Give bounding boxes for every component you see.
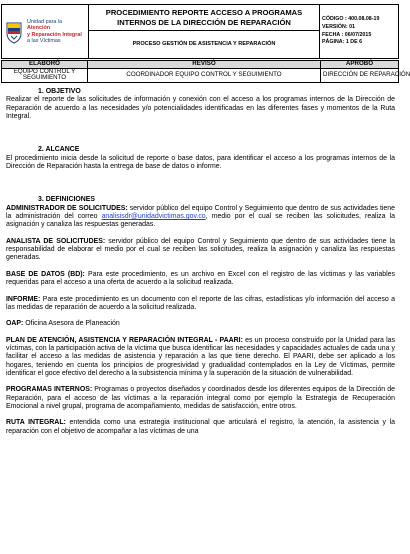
logo-line-3: y Reparación Integral <box>27 31 82 38</box>
label-aprobo: APROBÓ <box>321 61 399 69</box>
text-base-datos: Para este procedimiento, es un archivo en Excel con el registro de las víctimas y las variables requeridas para el acceso a una oferta de acuerdo a la solicitud realizada. <box>6 270 395 287</box>
value-reviso: COORDINADOR EQUIPO CONTROL Y SEGUIMIENTO <box>88 68 321 82</box>
page-number: PÁGINA: 1 DE 6 <box>322 39 363 46</box>
objetivo-text: Realizar el reporte de las solicitudes de información y conexión con el acceso a los programas internos de la Dirección de Reparación de acuerdo a las necesidades y/o potencialidades identificadas en las diferentes fases y momentos de la Ruta Integral. <box>6 96 395 121</box>
text-administrador-b: , medio por el cual se reciben las solicitudes, realiza la asignación y canaliza las respuestas generadas. <box>6 213 395 229</box>
title-line-1: PROCEDIMIENTO REPORTE ACCESO A PROGRAMAS <box>105 8 303 18</box>
logo-cell <box>2 5 89 59</box>
term-oap: OAP: <box>6 320 24 328</box>
def-informe <box>6 296 395 313</box>
text-oap: Oficina Asesora de Planeación <box>23 320 120 328</box>
def-ruta <box>6 419 395 436</box>
heading-objetivo: 1. OBJETIVO <box>38 88 81 95</box>
logo-line-1: Unidad para la <box>27 19 63 26</box>
text-informe: Para este procedimiento es un documento con el reporte de las cifras, estadísticas y/o información del acceso a las medidas de reparación de acuerdo a la solicitud realizada. <box>6 295 395 311</box>
heading-alcance: 2. ALCANCE <box>38 146 80 154</box>
value-aprobo: DIRECCIÓN DE REPARACIÓN <box>321 68 399 82</box>
term-analista: ANALISTA DE SOLICITUDES: <box>6 237 106 245</box>
def-analista <box>6 238 395 263</box>
term-paari: PLAN DE ATENCIÓN, ASISTENCIA Y REPARACIÓN INTEGRAL - PAARI: <box>6 336 243 344</box>
term-programas: PROGRAMAS INTERNOS: <box>6 386 93 394</box>
logo-text <box>27 19 85 44</box>
text-ruta: entendida como una estrategia institucional que articulará el registro, la atención, la asistencia y la reparación con el objetivo de acompañar a las víctimas de una <box>6 419 395 435</box>
def-oap <box>6 320 395 328</box>
document-body <box>6 88 395 436</box>
title-line-2: INTERNOS DE LA DIRECCIÓN DE REPARACIÓN <box>117 17 291 27</box>
alcance-text: El procedimiento inicia desde la solicitud de reporte o base datos, para identificar el acceso a los programas internos de la Dirección de Reparación hasta la entrega de base de datos o informe. <box>6 154 395 171</box>
def-base-datos <box>6 271 395 288</box>
email-link[interactable]: analisisdr@unidadvictimas.gov.co <box>101 213 206 221</box>
value-elaboro: EQUIPO CONTROL Y SEGUIMIENTO <box>2 68 88 82</box>
text-programas: Programas o proyectos diseñados y coordinados desde los diferentes equipos de la Dirección de Reparación, para el acceso de las víctimas a la reparación integral como por ejemplo la Estrategia de Recuperación Emocional a nivel grupal, programa de acompañamiento, medidas de satisfacción, entre otros. <box>6 386 396 410</box>
def-programas <box>6 386 395 411</box>
term-base-datos: BASE DE DATOS (BD): <box>6 270 85 278</box>
def-paari <box>6 337 395 379</box>
term-administrador: ADMINISTRADOR DE SOLICITUDES: <box>6 204 128 212</box>
document-title <box>89 7 319 28</box>
title-cell <box>89 5 320 31</box>
text-analista: servidor público del equipo Control y Seguimiento que dentro de sus actividades tiene la responsabilidad de elaborar el medio por el cual se reciben las solicitudes, realiza la asignación y canaliza las respuestas generadas. <box>6 237 395 262</box>
document-code: CÓDIGO : 400.08.08-19 <box>322 16 380 23</box>
document-date: FECHA : 06/07/2015 <box>322 31 372 38</box>
label-elaboro: ELABORÓ <box>2 61 88 69</box>
document-header <box>1 4 399 59</box>
logo-line-2: Atención <box>27 25 51 32</box>
text-administrador-a: servidor público del equipo Control y Seguimiento que dentro de sus actividades tiene la administración del correo <box>6 204 395 221</box>
approval-table <box>1 60 410 83</box>
term-informe: INFORME: <box>6 295 41 303</box>
colombia-crest-icon <box>5 20 23 44</box>
term-ruta: RUTA INTEGRAL: <box>6 419 66 427</box>
document-version: VERSIÓN: 01 <box>322 23 355 30</box>
process-name: PROCESO GESTIÓN DE ASISTENCIA Y REPARACIÓN <box>89 31 320 59</box>
def-administrador <box>6 205 395 230</box>
heading-definiciones: 3. DEFINICIONES <box>38 196 96 204</box>
meta-cell <box>320 5 399 59</box>
logo-line-4: a las Víctimas <box>27 37 61 44</box>
label-reviso: REVISÓ <box>88 61 321 69</box>
text-paari: es un proceso construido por la Unidad para las víctimas, con la participación activa de la víctima que busca identificar las necesidades y capacidades actuales de cada una y facilitar el acceso a las medidas de asistencia y reparación a las que tiene derecho. El PAARI, debe ser aplicado a los hogares, teniendo en cuenta los principios de progresividad y gradualidad contemplados en la Ley de Víctimas, permite identificar el goce efectivo del derecho a la subsistencia mínima y la superación de la situación de vulnerabilidad. <box>6 336 395 377</box>
logo <box>2 17 88 46</box>
